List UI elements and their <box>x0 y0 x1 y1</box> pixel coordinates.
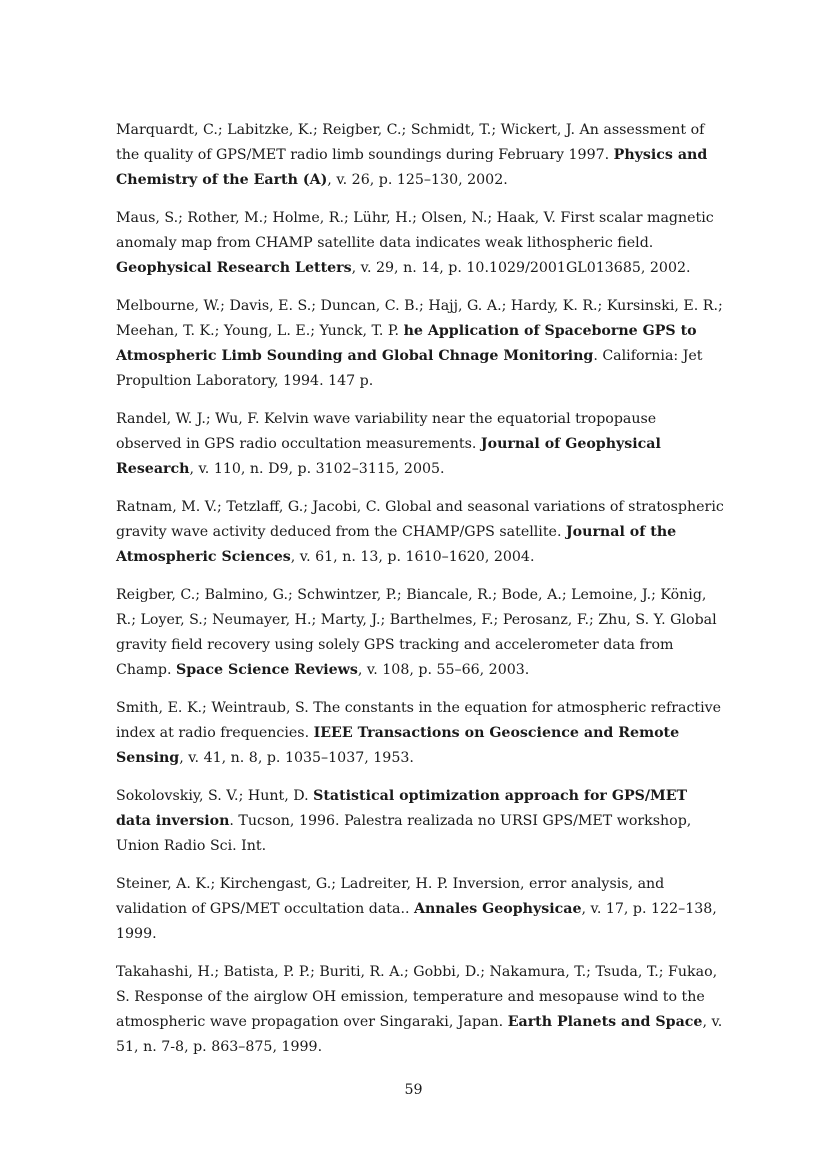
reference-venue: Earth Planets and Space <box>507 1014 703 1030</box>
reference-venue: Statistical optimization approach for GPS/MET data inversion <box>116 788 688 829</box>
reference-details: , v. 17, p. 122–138, 1999. <box>116 901 717 942</box>
reference-details: , v. 26, p. 125–130, 2002. <box>327 172 508 188</box>
reference-entry <box>116 495 726 570</box>
reference-venue: Space Science Reviews <box>176 662 358 678</box>
reference-authors-title: Melbourne, W.; Davis, E. S.; Duncan, C. B.; Hajj, G. A.; Hardy, K. R.; Kursinski, E. R.; Meehan, T. K.; Young, L. E.; Yunck, T. P. <box>116 298 723 339</box>
reference-venue: Annales Geophysicae <box>413 901 582 917</box>
reference-authors-title: Steiner, A. K.; Kirchengast, G.; Ladreiter, H. P. Inversion, error analysis, and validation of GPS/MET occultation data.. <box>116 876 665 917</box>
reference-venue: Journal of Geophysical Research <box>116 436 661 477</box>
reference-authors-title: Marquardt, C.; Labitzke, K.; Reigber, C.; Schmidt, T.; Wickert, J. An assessment of the quality of GPS/MET radio limb soundings during February 1997. <box>116 122 705 163</box>
reference-venue: Geophysical Research Letters <box>116 260 352 276</box>
reference-entry <box>116 784 726 859</box>
reference-entry <box>116 407 726 482</box>
reference-entry <box>116 118 726 193</box>
reference-authors-title: Sokolovskiy, S. V.; Hunt, D. <box>116 788 314 804</box>
reference-authors-title: Maus, S.; Rother, M.; Holme, R.; Lühr, H.; Olsen, N.; Haak, V. First scalar magnetic anomaly map from CHAMP satellite data indicates weak lithospheric field. <box>116 210 714 251</box>
reference-details: , v. 108, p. 55–66, 2003. <box>357 662 530 678</box>
reference-details: . California: Jet Propultion Laboratory, 1994. 147 p. <box>116 348 703 389</box>
reference-entry <box>116 206 726 281</box>
reference-entry <box>116 294 726 394</box>
reference-venue: he Application of Spaceborne GPS to Atmospheric Limb Sounding and Global Chnage Monitoring <box>116 323 697 364</box>
reference-authors-title: Smith, E. K.; Weintraub, S. The constants in the equation for atmospheric refractive index at radio frequencies. <box>116 700 722 741</box>
reference-authors-title: Randel, W. J.; Wu, F. Kelvin wave variability near the equatorial tropopause observed in GPS radio occultation measurements. <box>116 411 657 452</box>
reference-venue: Journal of the Atmospheric Sciences <box>116 524 677 565</box>
reference-entry <box>116 583 726 683</box>
reference-authors-title: Ratnam, M. V.; Tetzlaff, G.; Jacobi, C. Global and seasonal variations of stratospheric gravity wave activity deduced from the CHAMP/GPS satellite. <box>116 499 724 540</box>
reference-details: , v. 51, n. 7-8, p. 863–875, 1999. <box>116 1014 723 1055</box>
page-number: 59 <box>404 1082 423 1098</box>
reference-details: , v. 110, n. D9, p. 3102–3115, 2005. <box>189 461 445 477</box>
reference-details: , v. 41, n. 8, p. 1035–1037, 1953. <box>179 750 414 766</box>
reference-venue: Physics and Chemistry of the Earth (A) <box>116 147 708 188</box>
reference-details: . Tucson, 1996. Palestra realizada no URSI GPS/MET workshop, Union Radio Sci. Int. <box>116 813 692 854</box>
reference-venue: IEEE Transactions on Geoscience and Remote Sensing <box>116 725 680 766</box>
reference-authors-title: Takahashi, H.; Batista, P. P.; Buriti, R. A.; Gobbi, D.; Nakamura, T.; Tsuda, T.; Fukao, S. Response of the airglow OH emission, temperature and mesopause wind to the atmospheric wave propagation over Singaraki, Japan. <box>116 964 718 1030</box>
reference-details: , v. 29, n. 14, p. 10.1029/2001GL013685, 2002. <box>351 260 691 276</box>
reference-entry <box>116 872 726 947</box>
reference-entry <box>116 960 726 1060</box>
reference-list <box>116 118 726 1073</box>
reference-entry <box>116 696 726 771</box>
reference-details: , v. 61, n. 13, p. 1610–1620, 2004. <box>290 549 535 565</box>
reference-authors-title: Reigber, C.; Balmino, G.; Schwintzer, P.; Biancale, R.; Bode, A.; Lemoine, J.; König, R.; Loyer, S.; Neumayer, H.; Marty, J.; Barthelmes, F.; Perosanz, F.; Zhu, S. Y. Global gravity field recovery using solely GPS tracking and accelerometer data from Champ. <box>116 587 717 678</box>
